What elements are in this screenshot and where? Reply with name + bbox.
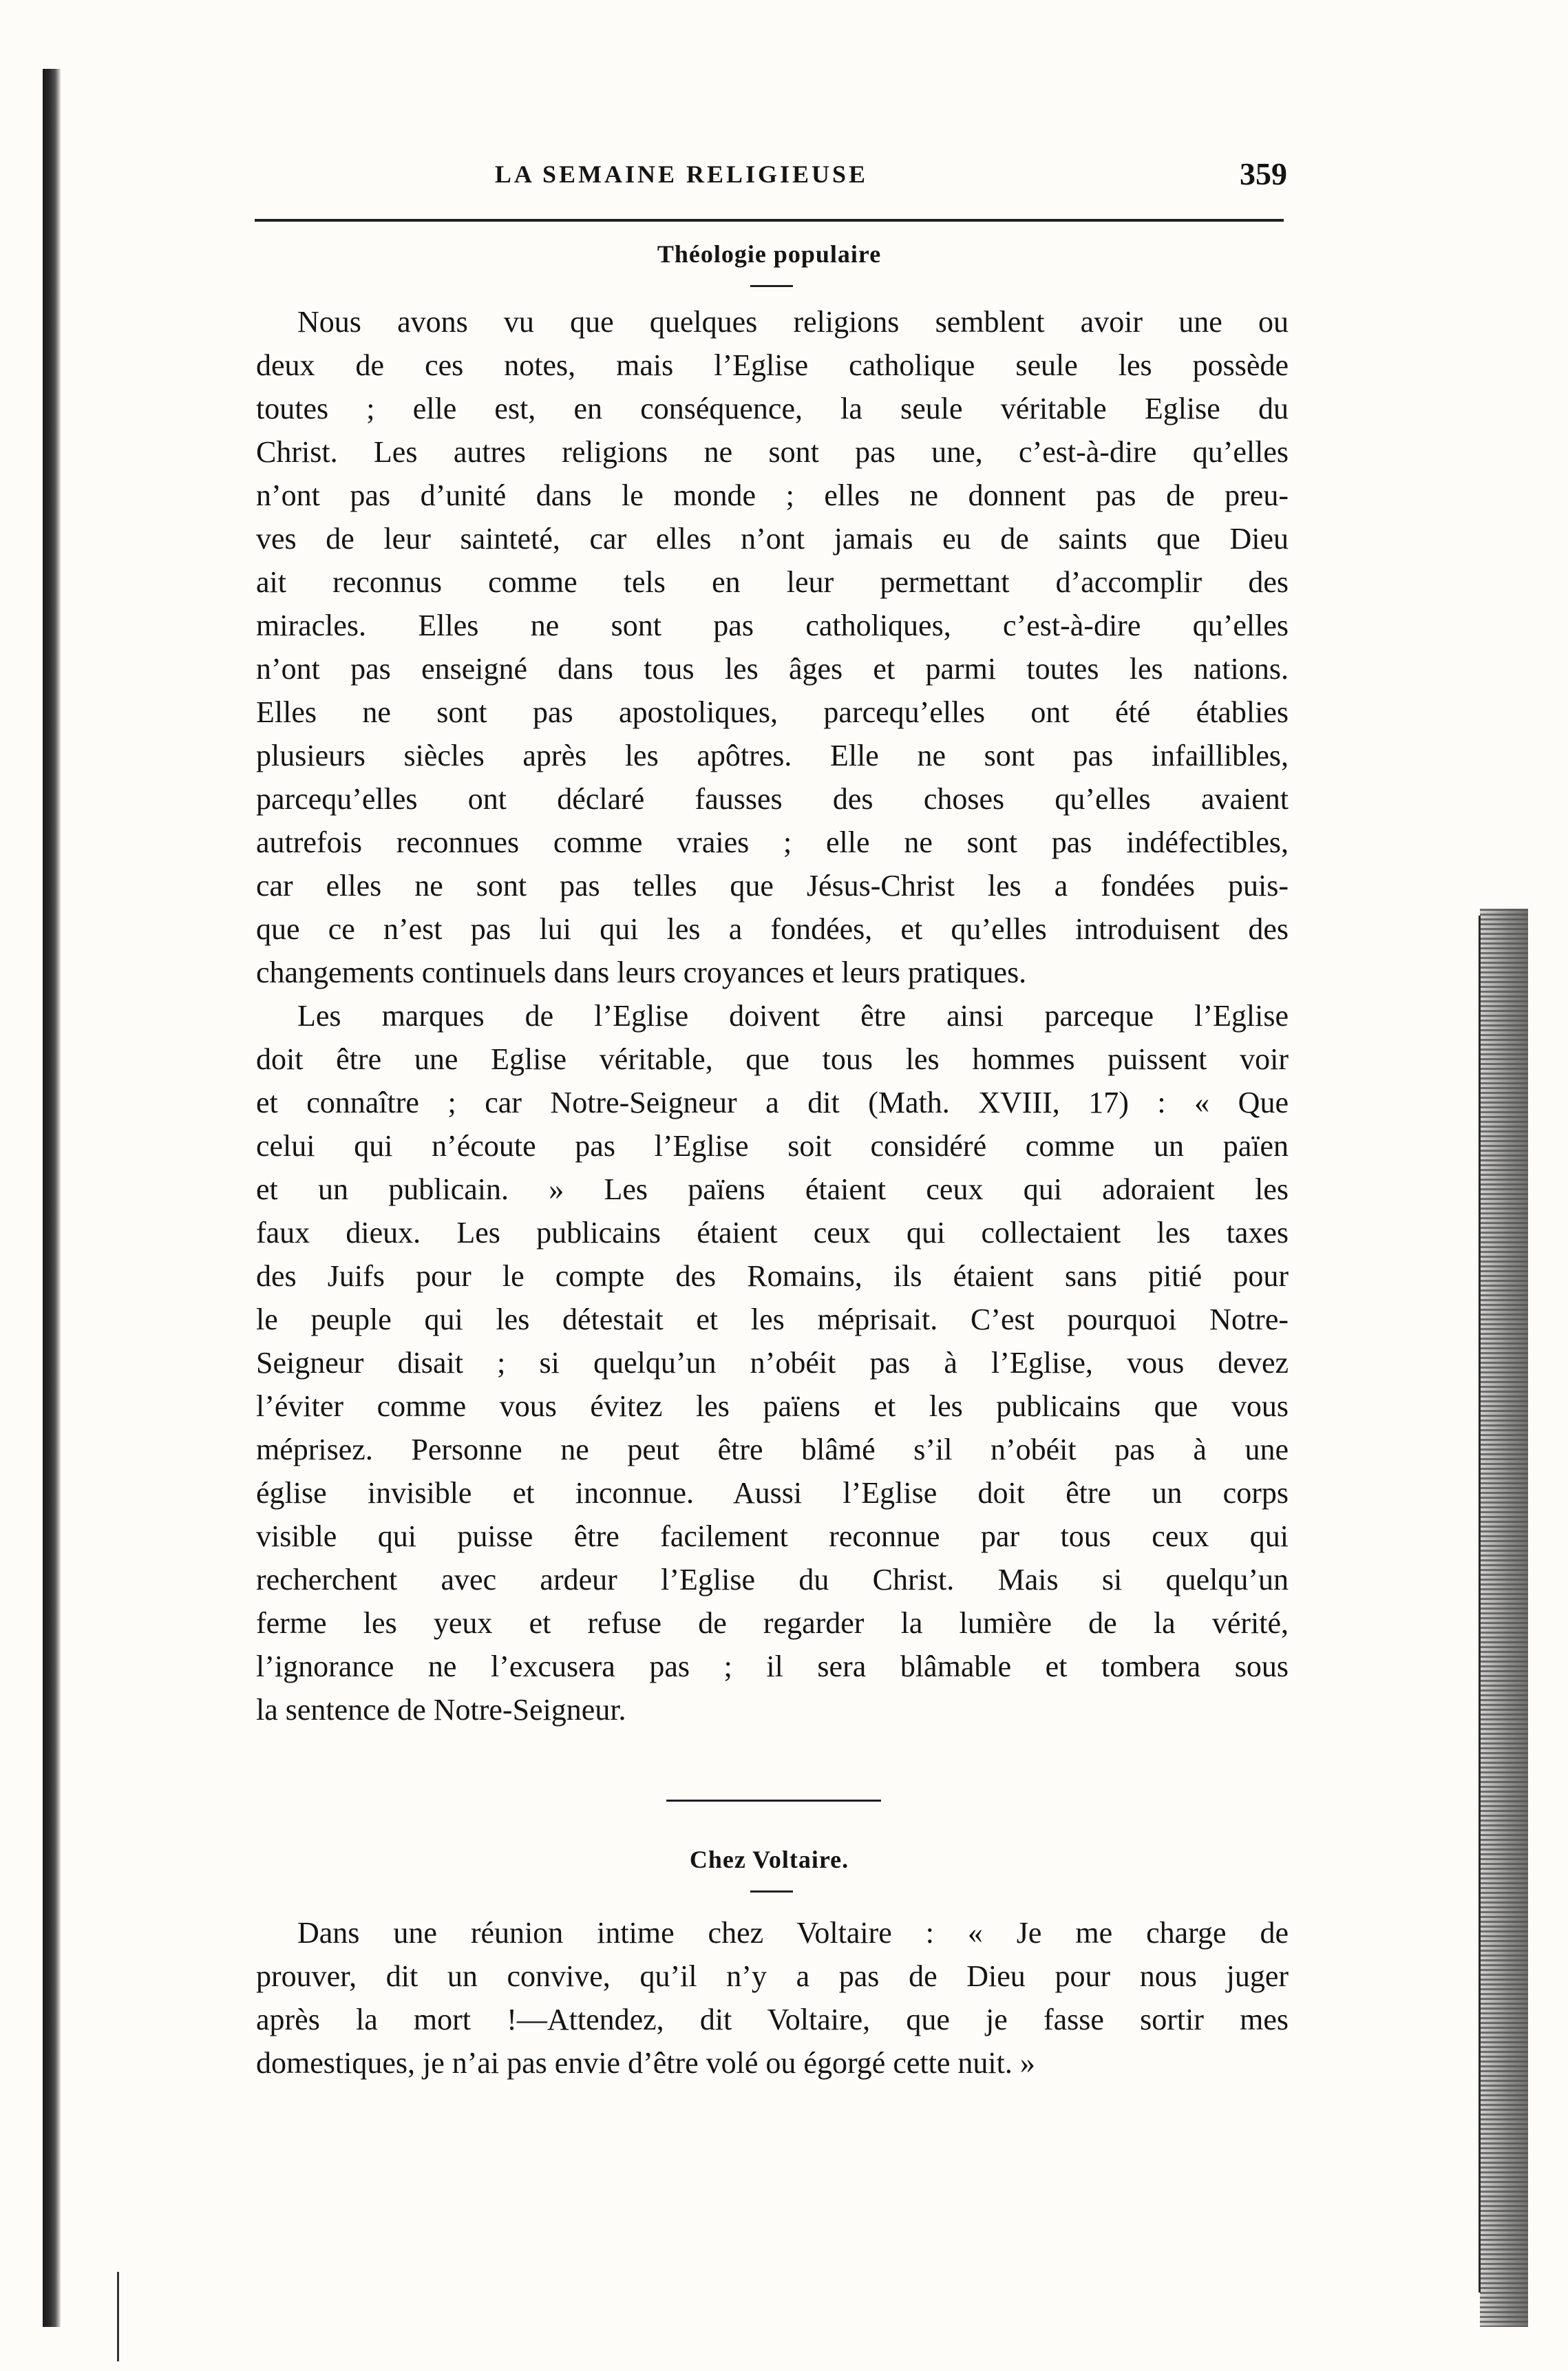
article-theologie-populaire xyxy=(256,300,1289,1731)
running-head xyxy=(255,156,1287,201)
text-line: toutes ; elle est, en conséquence, la seule véritable Eglise du xyxy=(256,392,1289,425)
text-line: miracles. Elles ne sont pas catholiques, c’est-à-dire qu’elles xyxy=(256,609,1289,642)
text-line: ves de leur sainteté, car elles n’ont jamais eu de saints que Dieu xyxy=(256,522,1289,556)
paragraph xyxy=(256,994,1289,1731)
text-line: n’ont pas d’unité dans le monde ; elles ne donnent pas de preu- xyxy=(256,478,1289,512)
text-line: autrefois reconnues comme vraies ; elle ne sont pas indéfectibles, xyxy=(256,825,1289,859)
text-line: doit être une Eglise véritable, que tous les hommes puissent voir xyxy=(256,1042,1289,1076)
page-edge-speckle xyxy=(1480,909,1528,2327)
header-rule xyxy=(255,219,1284,222)
text-line: le peuple qui les détestait et les méprisait. C’est pourquoi Notre- xyxy=(256,1303,1289,1336)
text-line: Christ. Les autres religions ne sont pas une, c’est-à-dire qu’elles xyxy=(256,435,1289,469)
article-chez-voltaire xyxy=(256,1911,1289,2085)
binding-edge-mark xyxy=(117,2272,119,2361)
paragraph xyxy=(256,300,1289,994)
text-line: des Juifs pour le compte des Romains, ils étaient sans pitié pour xyxy=(256,1259,1289,1293)
text-line: celui qui n’écoute pas l’Eglise soit considéré comme un païen xyxy=(256,1129,1289,1163)
text-line: domestiques, je n’ai pas envie d’être volé ou égorgé cette nuit. » xyxy=(256,2046,1035,2080)
text-line: église invisible et inconnue. Aussi l’Eglise doit être un corps xyxy=(256,1476,1289,1510)
text-line: prouver, dit un convive, qu’il n’y a pas de Dieu pour nous juger xyxy=(256,1959,1289,1993)
text-line: méprisez. Personne ne peut être blâmé s’il n’obéit pas à une xyxy=(256,1433,1289,1466)
section-separator-rule xyxy=(666,1800,881,1802)
page-number: 359 xyxy=(1240,156,1287,191)
text-line: que ce n’est pas lui qui les a fondées, et qu’elles introduisent des xyxy=(256,912,1289,946)
text-line: après la mort !—Attendez, dit Voltaire, que je fasse sortir mes xyxy=(256,2003,1289,2036)
text-line: changements continuels dans leurs croyances et leurs pratiques. xyxy=(256,956,1027,989)
text-line: recherchent avec ardeur l’Eglise du Christ. Mais si quelqu’un xyxy=(256,1563,1289,1597)
text-line: la sentence de Notre-Seigneur. xyxy=(256,1693,626,1727)
text-line: n’ont pas enseigné dans tous les âges et parmi toutes les nations. xyxy=(256,652,1289,686)
text-line: ait reconnus comme tels en leur permettant d’accomplir des xyxy=(256,565,1289,599)
text-line: Elles ne sont pas apostoliques, parcequ’elles ont été établies xyxy=(256,695,1289,729)
text-line: l’ignorance ne l’excusera pas ; il sera blâmable et tombera sous xyxy=(256,1650,1289,1683)
title-dash xyxy=(750,285,793,287)
title-dash xyxy=(750,1890,793,1893)
text-line: Dans une réunion intime chez Voltaire : « Je me charge de xyxy=(297,1916,1289,1950)
text-line: ferme les yeux et refuse de regarder la lumière de la vérité, xyxy=(256,1606,1289,1640)
text-line: Seigneur disait ; si quelqu’un n’obéit pas à l’Eglise, vous devez xyxy=(256,1346,1289,1380)
binding-shadow xyxy=(43,69,61,2327)
text-line: parcequ’elles ont déclaré fausses des choses qu’elles avaient xyxy=(256,782,1289,816)
text-line: deux de ces notes, mais l’Eglise catholique seule les possède xyxy=(256,348,1289,382)
text-line: visible qui puisse être facilement reconnue par tous ceux qui xyxy=(256,1519,1289,1553)
paragraph xyxy=(256,1911,1289,2085)
text-line: Nous avons vu que quelques religions semblent avoir une ou xyxy=(297,305,1289,339)
text-line: et un publicain. » Les païens étaient ceux qui adoraient les xyxy=(256,1172,1289,1206)
text-line: plusieurs siècles après les apôtres. Elle ne sont pas infaillibles, xyxy=(256,739,1289,772)
running-title: LA SEMAINE RELIGIEUSE xyxy=(494,160,869,188)
section-title-voltaire: Chez Voltaire. xyxy=(689,1846,849,1873)
text-line: l’éviter comme vous évitez les païens et les publicains que vous xyxy=(256,1389,1289,1423)
section-title-theologie: Théologie populaire xyxy=(657,240,882,268)
text-line: car elles ne sont pas telles que Jésus-Christ les a fondées puis- xyxy=(256,869,1289,903)
text-line: et connaître ; car Notre-Seigneur a dit (Math. XVIII, 17) : « Que xyxy=(256,1086,1289,1119)
page-edge-line xyxy=(1479,916,1481,2293)
text-line: faux dieux. Les publicains étaient ceux qui collectaient les taxes xyxy=(256,1216,1289,1250)
text-line: Les marques de l’Eglise doivent être ainsi parceque l’Eglise xyxy=(297,999,1289,1033)
